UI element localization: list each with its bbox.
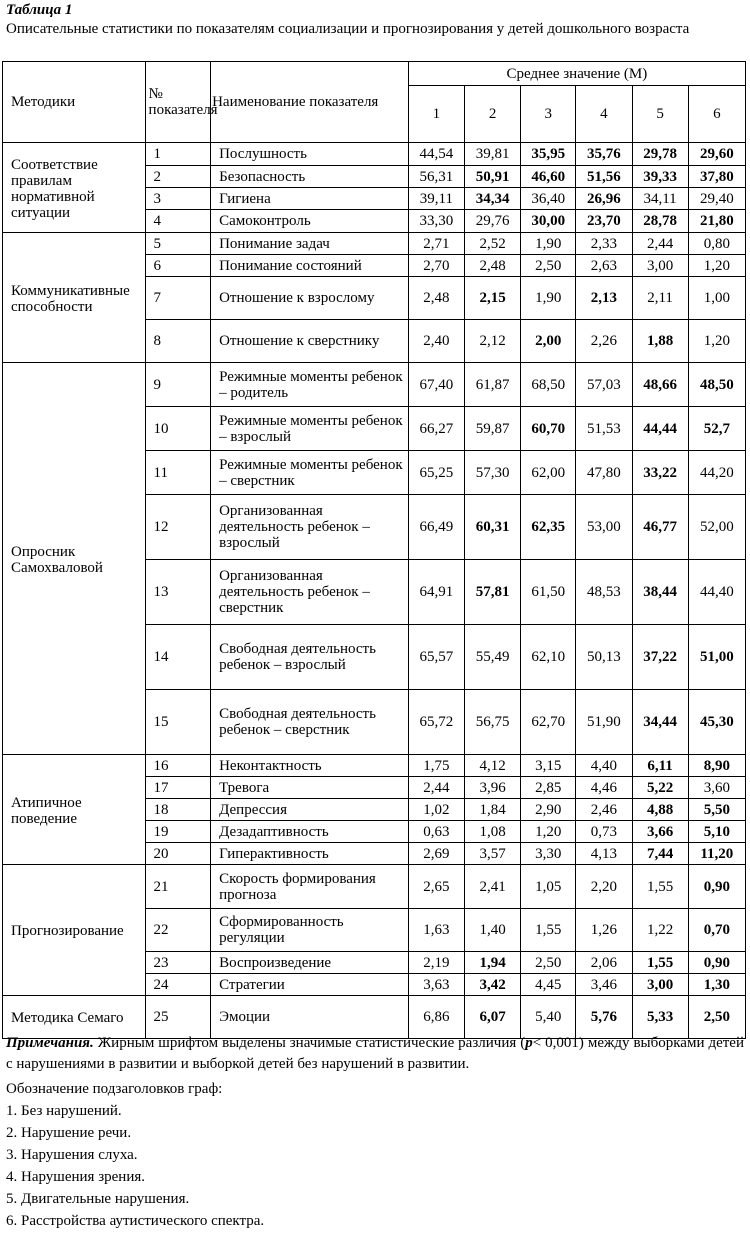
mean-value-cell: 3,60 xyxy=(688,777,745,799)
mean-value-cell: 68,50 xyxy=(521,363,576,407)
mean-value-cell: 2,46 xyxy=(576,799,632,821)
indicator-name-cell: Самоконтроль xyxy=(211,210,409,233)
mean-value-cell: 5,10 xyxy=(688,821,745,843)
indicator-number-cell: 9 xyxy=(145,363,211,407)
mean-value-cell: 33,30 xyxy=(408,210,464,233)
indicator-name-cell: Депрессия xyxy=(211,799,409,821)
indicator-name-cell: Тревога xyxy=(211,777,409,799)
mean-value-cell: 0,73 xyxy=(576,821,632,843)
indicator-number-cell: 7 xyxy=(145,277,211,320)
indicator-number-cell: 4 xyxy=(145,210,211,233)
mean-value-cell: 51,56 xyxy=(576,166,632,188)
indicator-number-cell: 2 xyxy=(145,166,211,188)
mean-value-cell: 3,46 xyxy=(576,974,632,996)
mean-value-cell: 21,80 xyxy=(688,210,745,233)
column-legend xyxy=(6,1079,744,1232)
mean-value-cell: 34,44 xyxy=(632,690,688,755)
indicator-number-cell: 5 xyxy=(145,233,211,255)
indicator-number-cell: 13 xyxy=(145,560,211,625)
mean-value-cell: 2,52 xyxy=(464,233,520,255)
mean-value-cell: 46,60 xyxy=(521,166,576,188)
mean-value-cell: 11,20 xyxy=(688,843,745,865)
mean-value-cell: 61,87 xyxy=(464,363,520,407)
mean-value-cell: 51,00 xyxy=(688,625,745,690)
indicator-number-cell: 23 xyxy=(145,952,211,974)
mean-value-cell: 3,42 xyxy=(464,974,520,996)
mean-value-cell: 51,90 xyxy=(576,690,632,755)
mean-value-cell: 8,90 xyxy=(688,755,745,777)
mean-value-cell: 2,15 xyxy=(464,277,520,320)
indicator-name-cell: Организованная деятельность ребенок – сверстник xyxy=(211,560,409,625)
header-name: Наименование показателя xyxy=(211,62,409,143)
mean-value-cell: 2,70 xyxy=(408,255,464,277)
mean-value-cell: 4,40 xyxy=(576,755,632,777)
indicator-name-cell: Организованная деятельность ребенок – взрослый xyxy=(211,495,409,560)
mean-value-cell: 39,33 xyxy=(632,166,688,188)
mean-value-cell: 6,07 xyxy=(464,996,520,1039)
method-cell: Атипичное поведение xyxy=(3,755,146,865)
indicator-number-cell: 18 xyxy=(145,799,211,821)
legend-item: 6. Расстройства аутистического спектра. xyxy=(6,1213,265,1229)
mean-value-cell: 66,27 xyxy=(408,407,464,451)
mean-value-cell: 2,20 xyxy=(576,865,632,909)
mean-value-cell: 3,63 xyxy=(408,974,464,996)
mean-value-cell: 4,13 xyxy=(576,843,632,865)
mean-value-cell: 1,94 xyxy=(464,952,520,974)
mean-value-cell: 59,87 xyxy=(464,407,520,451)
mean-value-cell: 1,00 xyxy=(688,277,745,320)
mean-value-cell: 1,40 xyxy=(464,909,520,952)
mean-value-cell: 1,55 xyxy=(632,952,688,974)
indicator-name-cell: Режимные моменты ребенок – родитель xyxy=(211,363,409,407)
mean-value-cell: 44,40 xyxy=(688,560,745,625)
mean-value-cell: 1,26 xyxy=(576,909,632,952)
legend-item: 4. Нарушения зрения. xyxy=(6,1169,145,1185)
indicator-number-cell: 3 xyxy=(145,188,211,210)
notes-text-before: Жирным шрифтом выделены значимые статистические различия ( xyxy=(93,1035,526,1051)
indicator-name-cell: Гигиена xyxy=(211,188,409,210)
indicator-name-cell: Воспроизведение xyxy=(211,952,409,974)
indicator-number-cell: 6 xyxy=(145,255,211,277)
notes-text-after: < 0,001) между выборками детей с нарушениями в развитии и выборкой детей без нарушений в развитии. xyxy=(6,1035,744,1072)
mean-value-cell: 1,90 xyxy=(521,233,576,255)
mean-value-cell: 6,11 xyxy=(632,755,688,777)
indicator-number-cell: 19 xyxy=(145,821,211,843)
mean-value-cell: 2,12 xyxy=(464,320,520,363)
mean-value-cell: 2,50 xyxy=(521,255,576,277)
method-cell: Методика Семаго xyxy=(3,996,146,1039)
indicator-name-cell: Понимание задач xyxy=(211,233,409,255)
indicator-name-cell: Скорость формирования прогноза xyxy=(211,865,409,909)
mean-value-cell: 3,66 xyxy=(632,821,688,843)
mean-value-cell: 57,30 xyxy=(464,451,520,495)
mean-value-cell: 56,31 xyxy=(408,166,464,188)
indicator-name-cell: Свободная деятельность ребенок – сверстник xyxy=(211,690,409,755)
indicator-number-cell: 17 xyxy=(145,777,211,799)
mean-value-cell: 50,13 xyxy=(576,625,632,690)
mean-value-cell: 2,11 xyxy=(632,277,688,320)
statistics-table xyxy=(2,61,746,1039)
mean-value-cell: 3,00 xyxy=(632,974,688,996)
mean-value-cell: 33,22 xyxy=(632,451,688,495)
indicator-name-cell: Режимные моменты ребенок – взрослый xyxy=(211,407,409,451)
mean-value-cell: 44,54 xyxy=(408,143,464,166)
indicator-number-cell: 25 xyxy=(145,996,211,1039)
indicator-number-cell: 15 xyxy=(145,690,211,755)
mean-value-cell: 28,78 xyxy=(632,210,688,233)
mean-value-cell: 1,05 xyxy=(521,865,576,909)
mean-value-cell: 1,84 xyxy=(464,799,520,821)
indicator-name-cell: Свободная деятельность ребенок – взрослый xyxy=(211,625,409,690)
indicator-name-cell: Эмоции xyxy=(211,996,409,1039)
header-number: № показателя xyxy=(145,62,211,143)
mean-value-cell: 2,13 xyxy=(576,277,632,320)
mean-value-cell: 23,70 xyxy=(576,210,632,233)
mean-value-cell: 0,70 xyxy=(688,909,745,952)
mean-value-cell: 62,35 xyxy=(521,495,576,560)
mean-value-cell: 67,40 xyxy=(408,363,464,407)
mean-value-cell: 2,69 xyxy=(408,843,464,865)
notes-paragraph xyxy=(6,1033,744,1075)
mean-value-cell: 50,91 xyxy=(464,166,520,188)
indicator-name-cell: Понимание состояний xyxy=(211,255,409,277)
mean-value-cell: 2,19 xyxy=(408,952,464,974)
mean-value-cell: 5,76 xyxy=(576,996,632,1039)
method-cell: Соответствие правилам нормативной ситуации xyxy=(3,143,146,233)
mean-value-cell: 51,53 xyxy=(576,407,632,451)
header-col-2: 2 xyxy=(464,86,520,143)
mean-value-cell: 5,22 xyxy=(632,777,688,799)
table-caption-title: Таблица 1 xyxy=(6,2,73,18)
mean-value-cell: 2,41 xyxy=(464,865,520,909)
mean-value-cell: 1,55 xyxy=(632,865,688,909)
mean-value-cell: 1,75 xyxy=(408,755,464,777)
mean-value-cell: 2,50 xyxy=(688,996,745,1039)
mean-value-cell: 64,91 xyxy=(408,560,464,625)
method-cell: Опросник Самохваловой xyxy=(3,363,146,755)
notes-p-symbol: p xyxy=(525,1035,533,1051)
mean-value-cell: 2,65 xyxy=(408,865,464,909)
mean-value-cell: 37,80 xyxy=(688,166,745,188)
mean-value-cell: 1,90 xyxy=(521,277,576,320)
indicator-number-cell: 24 xyxy=(145,974,211,996)
mean-value-cell: 1,22 xyxy=(632,909,688,952)
header-col-5: 5 xyxy=(632,86,688,143)
mean-value-cell: 7,44 xyxy=(632,843,688,865)
indicator-name-cell: Отношение к взрослому xyxy=(211,277,409,320)
indicator-number-cell: 12 xyxy=(145,495,211,560)
indicator-number-cell: 8 xyxy=(145,320,211,363)
mean-value-cell: 45,30 xyxy=(688,690,745,755)
indicator-number-cell: 20 xyxy=(145,843,211,865)
legend-item: 5. Двигательные нарушения. xyxy=(6,1191,190,1207)
table-row xyxy=(3,143,746,166)
indicator-name-cell: Отношение к сверстнику xyxy=(211,320,409,363)
mean-value-cell: 61,50 xyxy=(521,560,576,625)
mean-value-cell: 0,90 xyxy=(688,865,745,909)
mean-value-cell: 30,00 xyxy=(521,210,576,233)
method-cell: Коммуникативные способности xyxy=(3,233,146,363)
mean-value-cell: 44,20 xyxy=(688,451,745,495)
mean-value-cell: 1,20 xyxy=(688,320,745,363)
mean-value-cell: 36,40 xyxy=(521,188,576,210)
mean-value-cell: 57,81 xyxy=(464,560,520,625)
table-row xyxy=(3,233,746,255)
table-body xyxy=(3,143,746,1039)
mean-value-cell: 39,11 xyxy=(408,188,464,210)
mean-value-cell: 2,44 xyxy=(408,777,464,799)
mean-value-cell: 46,77 xyxy=(632,495,688,560)
mean-value-cell: 39,81 xyxy=(464,143,520,166)
mean-value-cell: 2,85 xyxy=(521,777,576,799)
mean-value-cell: 1,30 xyxy=(688,974,745,996)
mean-value-cell: 29,60 xyxy=(688,143,745,166)
mean-value-cell: 2,48 xyxy=(464,255,520,277)
mean-value-cell: 52,00 xyxy=(688,495,745,560)
mean-value-cell: 29,40 xyxy=(688,188,745,210)
mean-value-cell: 66,49 xyxy=(408,495,464,560)
mean-value-cell: 35,95 xyxy=(521,143,576,166)
mean-value-cell: 26,96 xyxy=(576,188,632,210)
mean-value-cell: 5,50 xyxy=(688,799,745,821)
mean-value-cell: 1,88 xyxy=(632,320,688,363)
mean-value-cell: 29,76 xyxy=(464,210,520,233)
mean-value-cell: 52,7 xyxy=(688,407,745,451)
mean-value-cell: 65,57 xyxy=(408,625,464,690)
header-col-6: 6 xyxy=(688,86,745,143)
legend-item: 3. Нарушения слуха. xyxy=(6,1147,138,1163)
mean-value-cell: 2,44 xyxy=(632,233,688,255)
mean-value-cell: 53,00 xyxy=(576,495,632,560)
mean-value-cell: 5,33 xyxy=(632,996,688,1039)
mean-value-cell: 6,86 xyxy=(408,996,464,1039)
mean-value-cell: 47,80 xyxy=(576,451,632,495)
header-method: Методики xyxy=(3,62,146,143)
mean-value-cell: 0,63 xyxy=(408,821,464,843)
indicator-number-cell: 14 xyxy=(145,625,211,690)
indicator-number-cell: 10 xyxy=(145,407,211,451)
mean-value-cell: 2,40 xyxy=(408,320,464,363)
indicator-name-cell: Сформированность регуляции xyxy=(211,909,409,952)
mean-value-cell: 1,02 xyxy=(408,799,464,821)
indicator-name-cell: Дезадаптивность xyxy=(211,821,409,843)
mean-value-cell: 37,22 xyxy=(632,625,688,690)
indicator-number-cell: 16 xyxy=(145,755,211,777)
indicator-number-cell: 21 xyxy=(145,865,211,909)
mean-value-cell: 34,11 xyxy=(632,188,688,210)
mean-value-cell: 44,44 xyxy=(632,407,688,451)
mean-value-cell: 62,00 xyxy=(521,451,576,495)
mean-value-cell: 2,26 xyxy=(576,320,632,363)
indicator-name-cell: Гиперактивность xyxy=(211,843,409,865)
table-row xyxy=(3,865,746,909)
indicator-name-cell: Послушность xyxy=(211,143,409,166)
mean-value-cell: 2,63 xyxy=(576,255,632,277)
mean-value-cell: 2,06 xyxy=(576,952,632,974)
notes-label: Примечания. xyxy=(6,1035,94,1051)
mean-value-cell: 56,75 xyxy=(464,690,520,755)
header-col-4: 4 xyxy=(576,86,632,143)
indicator-name-cell: Безопасность xyxy=(211,166,409,188)
method-cell: Прогнозирование xyxy=(3,865,146,996)
mean-value-cell: 55,49 xyxy=(464,625,520,690)
mean-value-cell: 2,00 xyxy=(521,320,576,363)
mean-value-cell: 5,40 xyxy=(521,996,576,1039)
mean-value-cell: 48,50 xyxy=(688,363,745,407)
indicator-name-cell: Режимные моменты ребенок – сверстник xyxy=(211,451,409,495)
table-notes xyxy=(6,1033,744,1232)
mean-value-cell: 3,30 xyxy=(521,843,576,865)
mean-value-cell: 1,20 xyxy=(688,255,745,277)
mean-value-cell: 0,90 xyxy=(688,952,745,974)
legend-title: Обозначение подзаголовков граф: xyxy=(6,1081,223,1097)
mean-value-cell: 2,33 xyxy=(576,233,632,255)
mean-value-cell: 2,71 xyxy=(408,233,464,255)
mean-value-cell: 2,50 xyxy=(521,952,576,974)
mean-value-cell: 34,34 xyxy=(464,188,520,210)
mean-value-cell: 29,78 xyxy=(632,143,688,166)
mean-value-cell: 62,70 xyxy=(521,690,576,755)
mean-value-cell: 57,03 xyxy=(576,363,632,407)
table-row xyxy=(3,755,746,777)
table-row xyxy=(3,363,746,407)
mean-value-cell: 3,00 xyxy=(632,255,688,277)
mean-value-cell: 2,90 xyxy=(521,799,576,821)
legend-item: 1. Без нарушений. xyxy=(6,1103,122,1119)
mean-value-cell: 3,57 xyxy=(464,843,520,865)
indicator-number-cell: 1 xyxy=(145,143,211,166)
mean-value-cell: 1,55 xyxy=(521,909,576,952)
mean-value-cell: 2,48 xyxy=(408,277,464,320)
mean-value-cell: 48,66 xyxy=(632,363,688,407)
mean-value-cell: 1,63 xyxy=(408,909,464,952)
header-col-3: 3 xyxy=(521,86,576,143)
legend-item: 2. Нарушение речи. xyxy=(6,1125,132,1141)
mean-value-cell: 60,70 xyxy=(521,407,576,451)
indicator-name-cell: Неконтактность xyxy=(211,755,409,777)
mean-value-cell: 4,46 xyxy=(576,777,632,799)
mean-value-cell: 65,72 xyxy=(408,690,464,755)
mean-value-cell: 4,12 xyxy=(464,755,520,777)
mean-value-cell: 35,76 xyxy=(576,143,632,166)
indicator-number-cell: 11 xyxy=(145,451,211,495)
header-mean-value: Среднее значение (М) xyxy=(408,62,745,86)
mean-value-cell: 1,08 xyxy=(464,821,520,843)
mean-value-cell: 60,31 xyxy=(464,495,520,560)
mean-value-cell: 65,25 xyxy=(408,451,464,495)
mean-value-cell: 4,45 xyxy=(521,974,576,996)
mean-value-cell: 38,44 xyxy=(632,560,688,625)
mean-value-cell: 48,53 xyxy=(576,560,632,625)
mean-value-cell: 3,15 xyxy=(521,755,576,777)
mean-value-cell: 0,80 xyxy=(688,233,745,255)
mean-value-cell: 3,96 xyxy=(464,777,520,799)
table-caption-text: Описательные статистики по показателям социализации и прогнозирования у детей дошкольного возраста xyxy=(6,21,690,37)
mean-value-cell: 4,88 xyxy=(632,799,688,821)
mean-value-cell: 1,20 xyxy=(521,821,576,843)
indicator-name-cell: Стратегии xyxy=(211,974,409,996)
header-col-1: 1 xyxy=(408,86,464,143)
indicator-number-cell: 22 xyxy=(145,909,211,952)
mean-value-cell: 62,10 xyxy=(521,625,576,690)
